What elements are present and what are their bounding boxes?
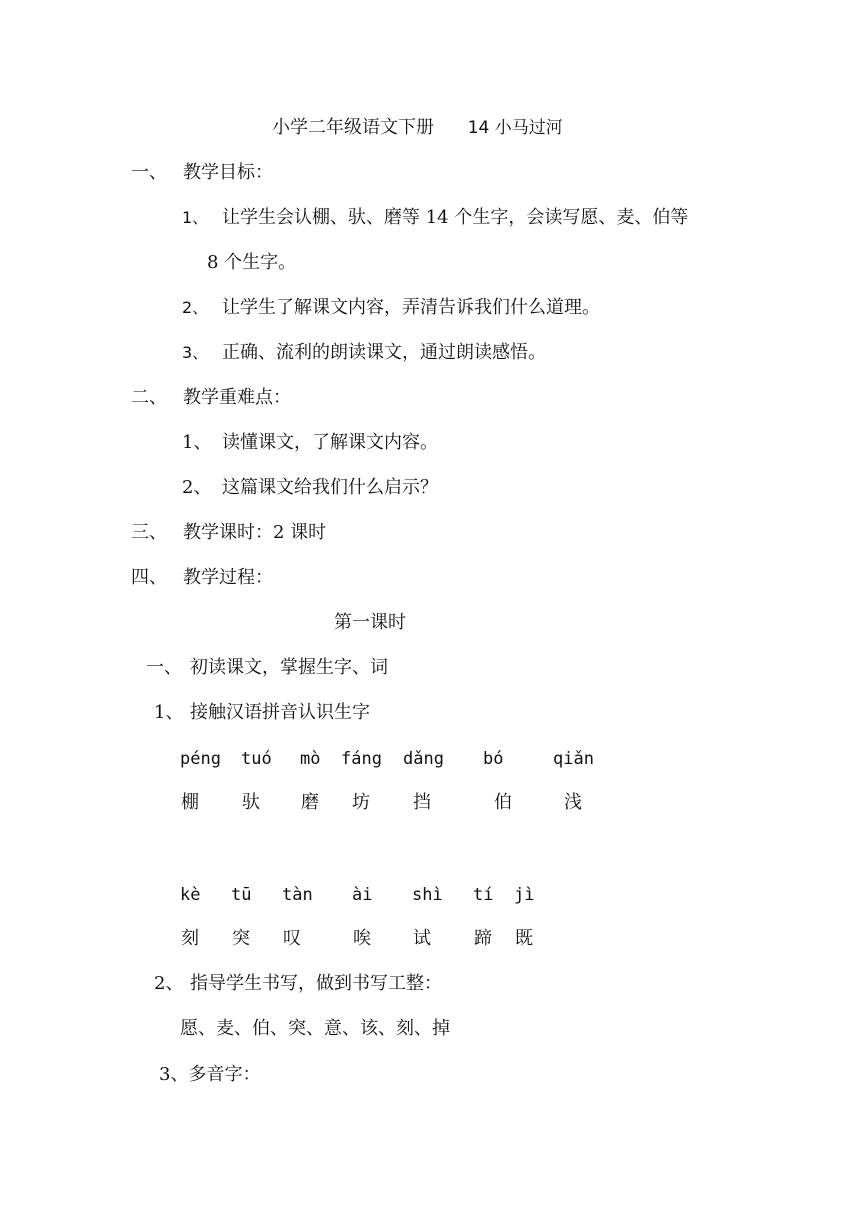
section-label: 教学课时：2 课时 xyxy=(183,522,327,543)
item-marker: 1、 xyxy=(182,208,209,227)
character: 既 xyxy=(515,928,533,949)
section-label: 教学重难点： xyxy=(183,387,291,408)
goal-item-1 xyxy=(182,207,689,229)
item-text: 读懂课文，了解课文内容。 xyxy=(222,432,438,453)
section-heading-difficulties xyxy=(131,387,291,409)
difficulty-item-1 xyxy=(182,432,438,454)
pinyin: péng xyxy=(180,749,221,769)
character: 叹 xyxy=(283,928,301,949)
pinyin: tuó xyxy=(241,749,272,769)
section-heading-periods xyxy=(131,522,327,544)
character: 浅 xyxy=(564,792,582,813)
section-heading-process xyxy=(131,567,273,589)
item-text: 让学生了解课文内容，弄清告诉我们什么道理。 xyxy=(222,297,600,318)
character: 伯 xyxy=(494,792,512,813)
sub-step-1 xyxy=(154,702,370,724)
pinyin: bó xyxy=(483,749,504,769)
sub-step-2 xyxy=(154,973,442,995)
section-label: 教学目标： xyxy=(183,162,273,183)
pinyin: kè xyxy=(180,885,201,905)
period-title: 第一课时 xyxy=(334,612,406,633)
goal-item-3 xyxy=(182,342,546,364)
pinyin: tū xyxy=(231,885,252,905)
item-marker: 2、 xyxy=(182,298,209,317)
page-title xyxy=(272,117,563,139)
section-marker: 一、 xyxy=(131,162,167,183)
title-lesson: 14 小马过河 xyxy=(467,118,563,138)
section-marker: 四、 xyxy=(131,567,167,588)
item-text: 让学生会认棚、驮、磨等 14 个生字，会读写愿、麦、伯等 xyxy=(222,207,689,228)
title-grade: 小学二年级语文下册 xyxy=(272,117,434,138)
character: 刻 xyxy=(181,928,199,949)
character: 磨 xyxy=(301,792,319,813)
item-marker: 3、 xyxy=(182,343,209,362)
section-label: 教学过程： xyxy=(183,567,273,588)
pinyin: qiǎn xyxy=(553,749,594,769)
difficulty-item-2 xyxy=(182,477,438,499)
pinyin: fáng xyxy=(341,749,382,769)
section-marker: 三、 xyxy=(131,522,167,543)
writing-characters: 愿、麦、伯、突、意、该、刻、掉 xyxy=(180,1018,450,1039)
character: 坊 xyxy=(352,792,370,813)
sub-text: 指导学生书写，做到书写工整： xyxy=(190,973,442,994)
pinyin: mò xyxy=(300,749,321,769)
pinyin: tí xyxy=(473,885,494,905)
section-heading-goals xyxy=(131,162,273,184)
step-text: 初读课文，掌握生字、词 xyxy=(190,657,388,678)
character: 试 xyxy=(413,928,431,949)
sub-marker: 2、 xyxy=(154,973,184,994)
sub-text: 接触汉语拼音认识生字 xyxy=(190,702,370,723)
character: 挡 xyxy=(413,792,431,813)
item-marker: 2、 xyxy=(182,477,212,498)
goal-item-1-continued xyxy=(207,252,296,274)
pinyin: dǎng xyxy=(403,749,444,769)
pinyin: shì xyxy=(412,885,443,905)
character: 驮 xyxy=(242,792,260,813)
item-text: 正确、流利的朗读课文，通过朗读感悟。 xyxy=(222,342,546,363)
pinyin: tàn xyxy=(282,885,313,905)
pinyin: ài xyxy=(352,885,373,905)
character: 突 xyxy=(232,928,250,949)
item-marker: 1、 xyxy=(182,432,212,453)
sub-marker: 1、 xyxy=(154,702,184,723)
character: 蹄 xyxy=(474,928,492,949)
item-text-cont: 8 个生字。 xyxy=(207,252,297,273)
goal-item-2 xyxy=(182,297,600,319)
step-marker: 一、 xyxy=(146,657,182,678)
sub-step-3: 3、多音字： xyxy=(159,1064,261,1085)
character: 棚 xyxy=(181,792,199,813)
character: 唉 xyxy=(353,928,371,949)
item-text: 这篇课文给我们什么启示？ xyxy=(222,477,438,498)
section-marker: 二、 xyxy=(131,387,167,408)
step-heading xyxy=(146,657,388,679)
pinyin: jì xyxy=(514,885,535,905)
